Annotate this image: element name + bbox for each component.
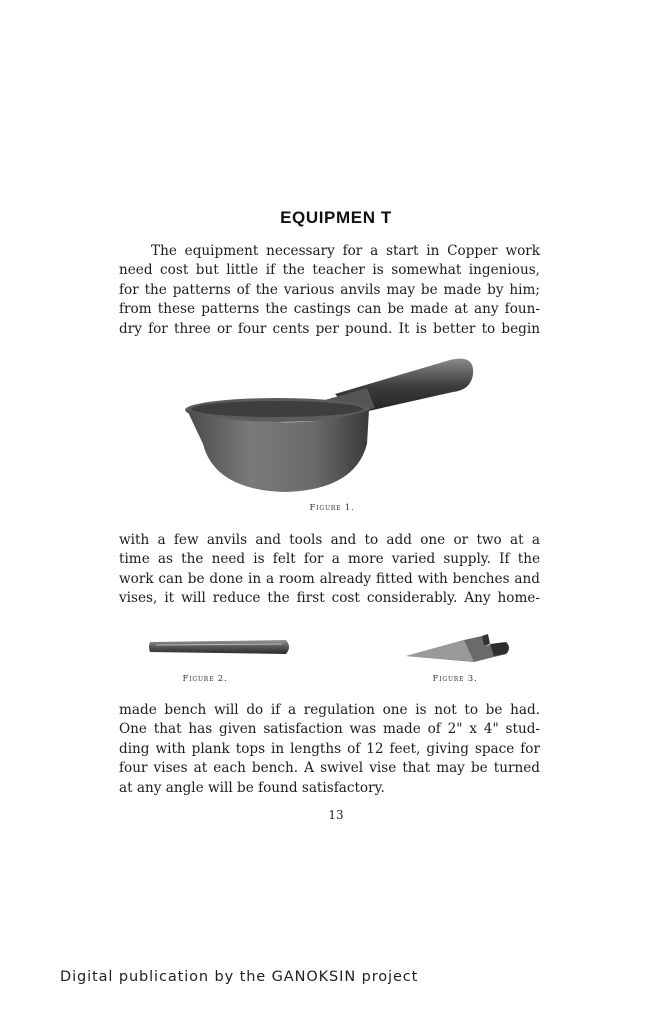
chapter-title: EQUIPMEN T — [280, 208, 392, 227]
paragraph-line: vises, it will reduce the first cost considerably. Any home- — [119, 590, 540, 607]
paragraph-line: dry for three or four cents per pound. It is better to begin — [119, 320, 540, 337]
figure-3-caption: Figure 3. — [432, 674, 478, 684]
figure-3-stake-image — [404, 632, 514, 666]
publication-footer: Digital publication by the GANOKSIN project — [60, 969, 419, 985]
paragraph-line: need cost but little if the teacher is somewhat ingenious, — [119, 262, 540, 279]
paragraph-line: The equipment necessary for a start in Copper work — [151, 243, 540, 259]
paragraph-line: work can be done in a room already fitted with benches and — [119, 570, 540, 587]
paragraph-line: with a few anvils and tools and to add one or two at a — [119, 532, 540, 548]
paragraph-3 — [119, 701, 540, 798]
paragraph-line: ding with plank tops in lengths of 12 feet, giving space for — [119, 740, 540, 757]
paragraph-line: four vises at each bench. A swivel vise that may be turned — [119, 760, 540, 777]
paragraph-line: at any angle will be found satisfactory. — [119, 779, 385, 796]
paragraph-line: for the patterns of the various anvils may be made by him; — [119, 281, 540, 298]
paragraph-line: One that has given satisfaction was made of 2" x 4" stud- — [119, 721, 540, 738]
paragraph-1 — [119, 242, 540, 339]
paragraph-line: from these patterns the castings can be made at any foun- — [119, 301, 540, 318]
figure-1-caption: Figure 1. — [309, 503, 355, 513]
paragraph-line: made bench will do if a regulation one is not to be had. — [119, 702, 540, 718]
page-number: 13 — [328, 808, 344, 822]
paragraph-line: time as the need is felt for a more varied supply. If the — [119, 551, 540, 568]
paragraph-2 — [119, 531, 540, 609]
figure-1-ladle-image — [185, 352, 475, 500]
figure-2-rod-image — [146, 636, 294, 658]
figure-2-caption: Figure 2. — [182, 674, 228, 684]
